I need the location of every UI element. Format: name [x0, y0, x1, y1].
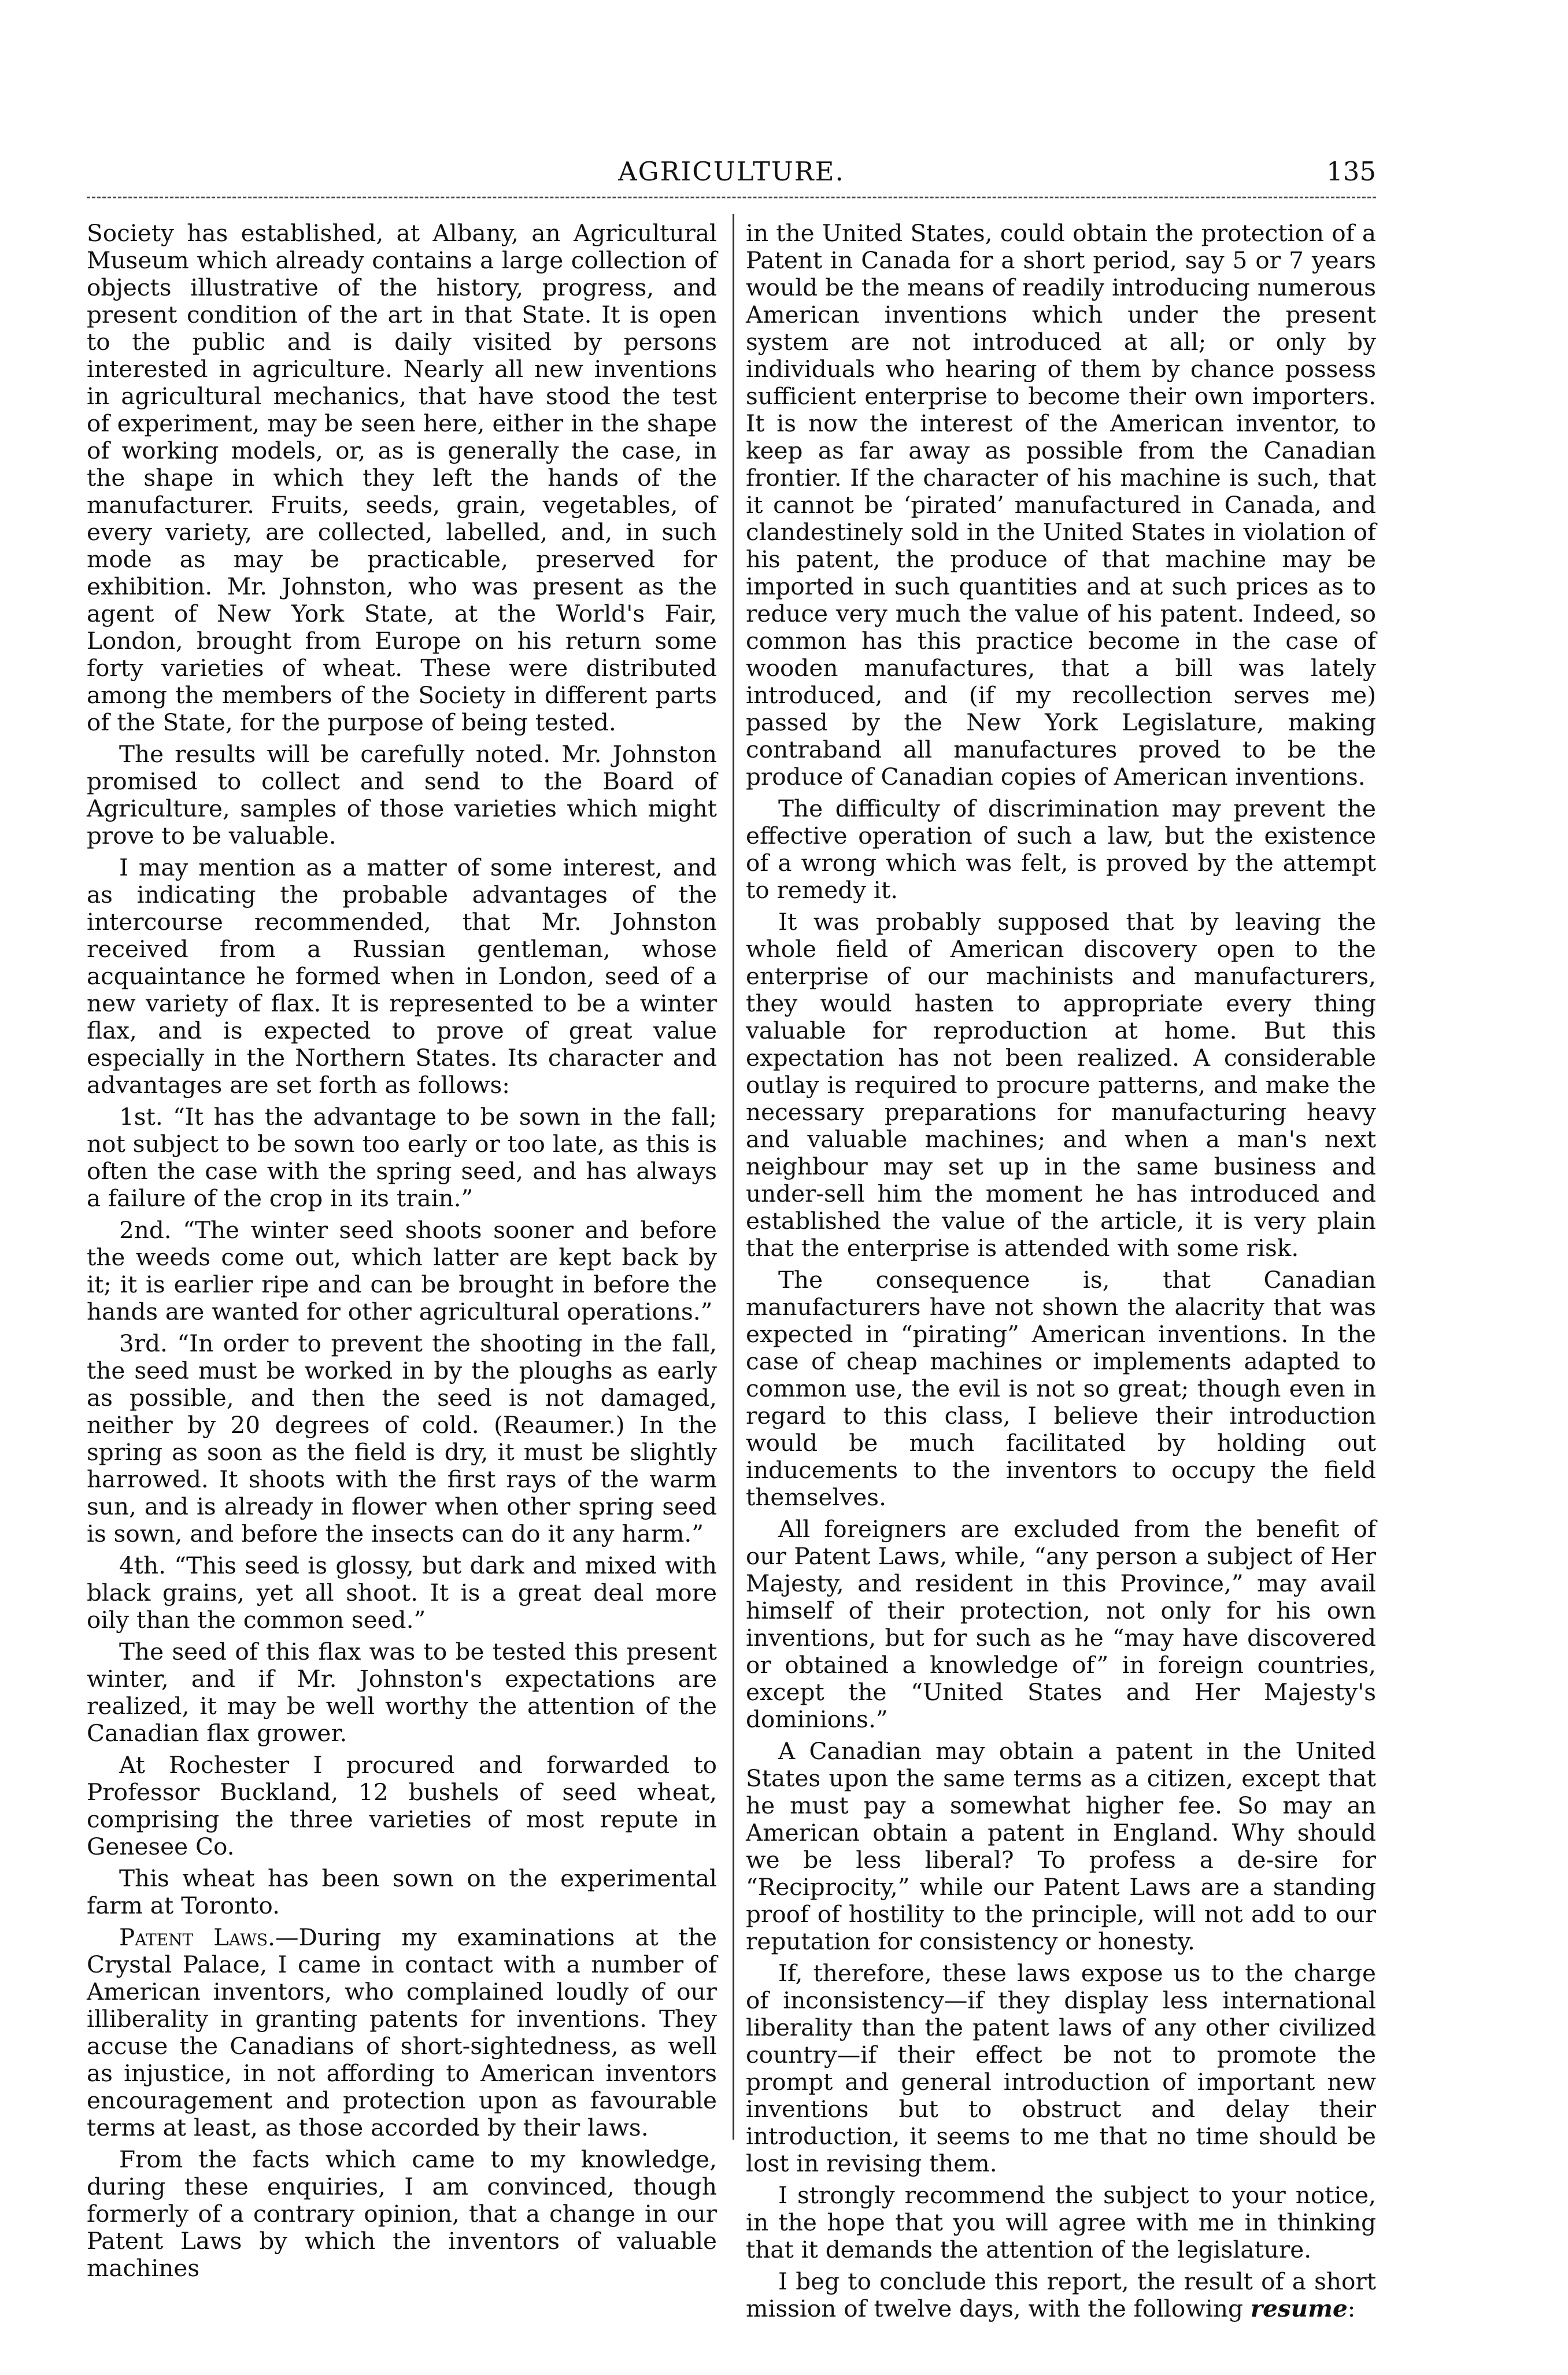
paragraph: A Canadian may obtain a patent in the United States upon the same terms as a citizen, except that he must pay a somewhat higher fee. So may an American obtain a patent in England. Why should we be less liberal? To profess a de-sire for “Reciprocity,” while our Patent Laws are a standing proof of hostility to the principle, will not add to our reputation for consistency or honesty.: [746, 1737, 1376, 1955]
paragraph: Society has established, at Albany, an Agricultural Museum which already contains a large collection of objects illustrative of the history, progress, and present condition of the art in that State. It is open to the public and is daily visited by persons interested in agriculture. Nearly all new inventions in agricultural mechanics, that have stood the test of experiment, may be seen here, either in the shape of working models, or, as is generally the case, in the shape in which they left the hands of the manufacturer. Fruits, seeds, grain, vegetables, of every variety, are collected, labelled, and, in such mode as may be practicable, preserved for exhibition. Mr. Johnston, who was present as the agent of New York State, at the World's Fair, London, brought from Europe on his return some forty varieties of wheat. These were distributed among the members of the Society in different parts of the State, for the purpose of being tested.: [87, 219, 717, 736]
page-number: 135: [1326, 156, 1376, 187]
paragraph: The results will be carefully noted. Mr. Johnston promised to collect and send to the Board of Agriculture, samples of those varieties which might prove to be valuable.: [87, 740, 717, 849]
section-heading: Patent Laws.: [119, 1923, 275, 1951]
paragraph: 1st. “It has the advantage to be sown in the fall; not subject to be sown too early or too late, as this is often the case with the spring seed, and has always a failure of the crop in its train.”: [87, 1103, 717, 1212]
paragraph: I strongly recommend the subject to your notice, in the hope that you will agree with me in thinking that it demands the attention of the legislature.: [746, 2181, 1376, 2263]
paragraph: 2nd. “The winter seed shoots sooner and before the weeds come out, which latter are kept back by it; it is earlier ripe and can be brought in before the hands are wanted for other agricultural operations.”: [87, 1216, 717, 1325]
paragraph: If, therefore, these laws expose us to the charge of inconsistency—if they display less international liberality than the patent laws of any other civilized country—if their effect be not to promote the prompt and general introduction of important new inventions but to obstruct and delay their introduction, it seems to me that no time should be lost in revising them.: [746, 1959, 1376, 2177]
paragraph: 3rd. “In order to prevent the shooting in the fall, the seed must be worked in by the ploughs as early as possible, and then the seed is not damaged, neither by 20 degrees of cold. (Reaumer.) In the spring as soon as the field is dry, it must be slightly harrowed. It shoots with the first rays of the warm sun, and is already in flower when other spring seed is sown, and before the insects can do it any harm.”: [87, 1329, 717, 1547]
left-column: [87, 220, 717, 2287]
paragraph: It was probably supposed that by leaving the whole field of American discovery open to the enterprise of our machinists and manufacturers, they would hasten to appropriate every thing valuable for reproduction at home. But this expectation has not been realized. A considerable outlay is required to procure patterns, and make the necessary preparations for manufacturing heavy and valuable machines; and when a man's next neighbour may set up in the same business and under-sell him the moment he has introduced and established the value of the article, it is very plain that the enterprise is attended with some risk.: [746, 908, 1376, 1262]
emphasis: resume: [1250, 2295, 1348, 2322]
paragraph-text: I beg to conclude this report, the result of a short mission of twelve days, with the following: [746, 2267, 1376, 2322]
paragraph-text: —During my examinations at the Crystal Palace, I came in contact with a number of American inventors, who complained loudly of our illiberality in granting patents for inventions. They accuse the Canadians of short-sightedness, as well as injustice, in not affording to American inventors encouragement and protection upon as favourable terms at least, as those accorded by their laws.: [87, 1923, 717, 2141]
paragraph: 4th. “This seed is glossy, but dark and mixed with black grains, yet all shoot. It is a great deal more oily than the common seed.”: [87, 1552, 717, 1634]
right-column: [746, 220, 1376, 2327]
punctuation: :: [1347, 2295, 1356, 2322]
page-header: [87, 156, 1376, 194]
paragraph: I may mention as a matter of some interest, and as indicating the probable advantages of the intercourse recommended, that Mr. Johnston received from a Russian gentleman, whose acquaintance he formed when in London, seed of a new variety of flax. It is represented to be a winter flax, and is expected to prove of great value especially in the Northern States. Its character and advantages are set forth as follows:: [87, 854, 717, 1099]
paragraph: From the facts which came to my knowledge, during these enquiries, I am convinced, though formerly of a contrary opinion, that a change in our Patent Laws by which the inventors of valuable machines: [87, 2145, 717, 2282]
paragraph: The consequence is, that Canadian manufacturers have not shown the alacrity that was expected in “pirating” American inventions. In the case of cheap machines or implements adapted to common use, the evil is not so great; though even in regard to this class, I believe their introduction would be much facilitated by holding out inducements to the inventors to occupy the field themselves.: [746, 1266, 1376, 1511]
paragraph: in the United States, could obtain the protection of a Patent in Canada for a short period, say 5 or 7 years would be the means of readily introducing numerous American inventions which under the present system are not introduced at all; or only by individuals who hearing of them by chance possess sufficient enterprise to become their own importers. It is now the interest of the American inventor, to keep as far away as possible from the Canadian frontier. If the character of his machine is such, that it cannot be ‘pirated’ manufactured in Canada, and clandestinely sold in the United States in violation of his patent, the produce of that machine may be imported in such quantities and at such prices as to reduce very much the value of his patent. Indeed, so common has this practice become in the case of wooden manufactures, that a bill was lately introduced, and (if my recollection serves me) passed by the New York Legislature, making contraband all manufactures proved to be the produce of Canadian copies of American inventions.: [746, 219, 1376, 791]
paragraph: The difficulty of discrimination may prevent the effective operation of such a law, but the existence of a wrong which was felt, is proved by the attempt to remedy it.: [746, 795, 1376, 904]
paragraph: All foreigners are excluded from the benefit of our Patent Laws, while, “any person a subject of Her Majesty, and resident in this Province,” may avail himself of their protection, not only for his own inventions, but for such as he “may have discovered or obtained a knowledge of” in foreign countries, except the “United States and Her Majesty's dominions.”: [746, 1515, 1376, 1733]
paragraph: At Rochester I procured and forwarded to Professor Buckland, 12 bushels of seed wheat, comprising the three varieties of most repute in Genesee Co.: [87, 1751, 717, 1860]
paragraph: The seed of this flax was to be tested this present winter, and if Mr. Johnston's expectations are realized, it may be well worthy the attention of the Canadian flax grower.: [87, 1638, 717, 1747]
header-rule: [87, 197, 1376, 198]
column-divider: [733, 214, 734, 2140]
paragraph: [746, 2268, 1376, 2322]
paragraph: [87, 1924, 717, 2141]
paragraph: This wheat has been sown on the experimental farm at Toronto.: [87, 1864, 717, 1919]
running-head: AGRICULTURE.: [618, 156, 845, 187]
